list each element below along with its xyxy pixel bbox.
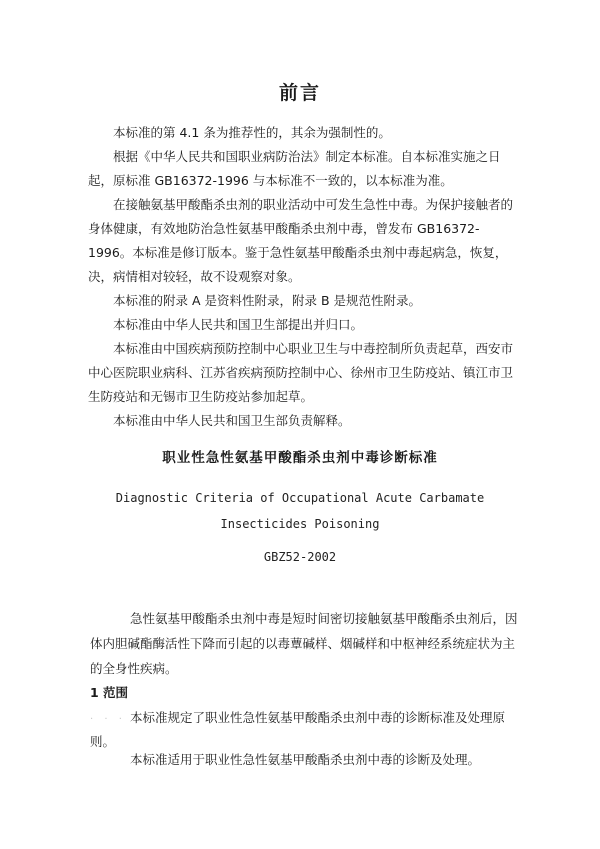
standard-title-en: Diagnostic Criteria of Occupational Acute Carbamate Insecticides Poisoning: [115, 491, 485, 531]
preface-paragraph: 本标准的第 4.1 条为推荐性的，其余为强制性的。: [113, 125, 391, 140]
preface-title: 前言: [278, 82, 321, 104]
scope-paragraph: 本标准规定了职业性急性氨基甲酸酯杀虫剂中毒的诊断标准及处理原则。: [90, 710, 506, 749]
preface-paragraph: 本标准由中国疾病预防控制中心职业卫生与中毒控制所负责起草，西安市中心医院职业病科、江苏省疾病预防控制中心、徐州市卫生防疫站、镇江市卫生防疫站和无锡市卫生防疫站参加起草。: [88, 341, 514, 404]
preface-paragraph: 本标准的附录 A 是资料性附录，附录 B 是规范性附录。: [113, 293, 422, 308]
scan-artifact: · · ·: [90, 714, 126, 725]
section-heading-scope: 1 范围: [90, 685, 129, 700]
preface-paragraph: 在接触氨基甲酸酯杀虫剂的职业活动中可发生急性中毒。为保护接触者的身体健康，有效地防治急性氨基甲酸酯杀虫剂中毒，曾发布 GB16372-1996。本标准是修订版本。鉴于急性氨基甲酸酯杀虫剂中毒起病急，恢复，决，病情相对较轻，故不设观察对象。: [88, 197, 514, 284]
preface-body: [88, 121, 518, 433]
preface-paragraph: 本标准由中华人民共和国卫生部负责解释。: [113, 413, 351, 428]
preface-paragraph: 根据《中华人民共和国职业病防治法》制定本标准。自本标准实施之日起，原标准 GB16372-1996 与本标准不一致的，以本标准为准。: [88, 149, 501, 188]
standard-intro: 急性氨基甲酸酯杀虫剂中毒是短时间密切接触氨基甲酸酯杀虫剂后，因体内胆碱酯酶活性下降而引起的以毒蕈碱样、烟碱样和中枢神经系统症状为主的全身性疾病。: [90, 611, 518, 676]
standard-code: GBZ52-2002: [263, 550, 337, 564]
preface-paragraph: 本标准由中华人民共和国卫生部提出并归口。: [113, 317, 364, 332]
scope-paragraph: 本标准适用于职业性急性氨基甲酸酯杀虫剂中毒的诊断及处理。: [130, 752, 481, 767]
standard-title-cn: 职业性急性氨基甲酸酯杀虫剂中毒诊断标准: [162, 450, 438, 466]
